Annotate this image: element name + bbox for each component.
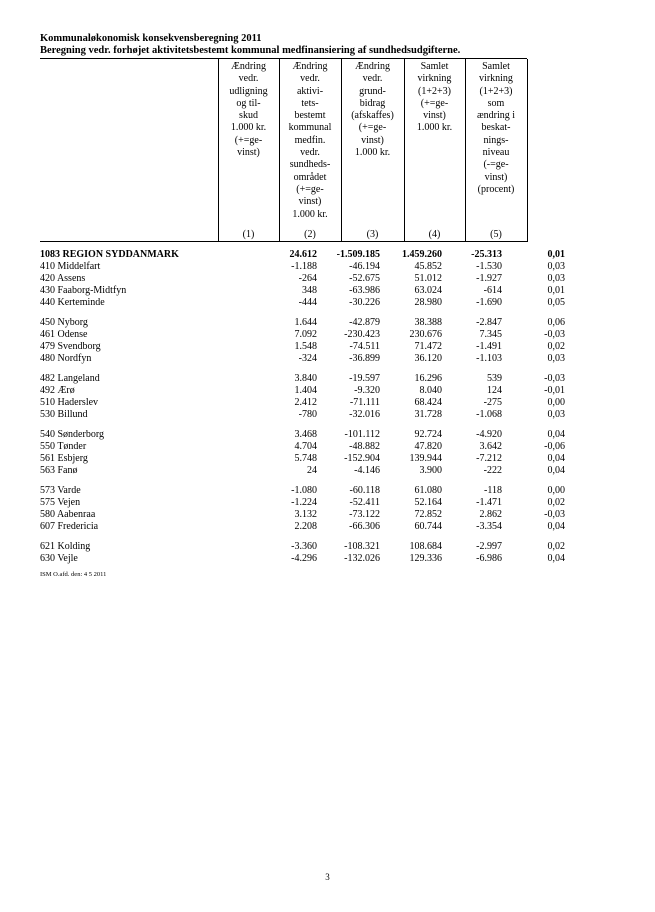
value-cell-4: -1.927: [476, 273, 502, 284]
column-number-3: (3): [366, 229, 379, 240]
column-header-line: niveau: [482, 147, 510, 159]
column-header-line: (afskaffes): [351, 110, 394, 122]
municipality-name: 510 Haderslev: [40, 397, 99, 408]
value-cell-2: -32.016: [349, 409, 380, 420]
value-cell-5: 0,04: [547, 465, 565, 476]
value-cell-3: 38.388: [414, 317, 442, 328]
table-row: [40, 317, 565, 329]
value-cell-1: -4.296: [291, 553, 317, 564]
table-row: [40, 441, 565, 453]
value-cell-5: 0,04: [547, 453, 565, 464]
column-header-line: Samlet: [420, 61, 449, 72]
value-cell-1: -1.224: [291, 497, 317, 508]
column-header-line: Ændring: [231, 61, 266, 72]
value-cell-3: 45.852: [414, 261, 442, 272]
group-spacer: [40, 477, 565, 485]
value-cell-2: -74.511: [349, 341, 380, 352]
value-cell-4: -1.471: [476, 497, 502, 508]
column-header-line: vinst): [298, 196, 322, 208]
column-header-line: (+=ge-: [358, 122, 387, 134]
column-header-line: udligning: [229, 85, 268, 97]
value-cell-2: -1.509.185: [336, 249, 380, 260]
municipality-name: 530 Billund: [40, 409, 88, 420]
value-cell-4: -222: [483, 465, 502, 476]
table-row: [40, 273, 565, 285]
column-header-line: vedr.: [300, 147, 320, 159]
value-cell-1: 24: [307, 465, 317, 476]
value-cell-3: 8.040: [419, 385, 442, 396]
table-row: [40, 453, 565, 465]
column-header-line: bidrag: [359, 97, 386, 109]
table-row: [40, 329, 565, 341]
value-cell-3: 1.459.260: [402, 249, 442, 260]
column-divider: [527, 59, 528, 242]
value-cell-4: -1.530: [476, 261, 502, 272]
value-cell-1: 2.412: [294, 397, 317, 408]
value-cell-2: -52.411: [349, 497, 380, 508]
column-header-line: virkning: [479, 73, 513, 85]
value-cell-1: -780: [298, 409, 317, 420]
value-cell-5: -0,06: [544, 441, 565, 452]
value-cell-4: 124: [487, 385, 502, 396]
value-cell-3: 72.852: [414, 509, 442, 520]
value-cell-4: 7.345: [479, 329, 502, 340]
value-cell-1: -1.080: [291, 485, 317, 496]
column-header-line: vinst): [484, 171, 508, 183]
municipality-name: 440 Kerteminde: [40, 297, 105, 308]
group-spacer: [40, 309, 565, 317]
table-row: [40, 521, 565, 533]
value-cell-2: -42.879: [349, 317, 380, 328]
municipality-name: 575 Vejen: [40, 497, 81, 508]
column-header-line: vinst): [423, 110, 446, 122]
column-header-3: [341, 61, 404, 159]
value-cell-3: 68.424: [414, 397, 442, 408]
column-header-line: kommunal: [288, 122, 332, 134]
value-cell-2: -4.146: [354, 465, 380, 476]
value-cell-1: -3.360: [291, 541, 317, 552]
column-header-line: (1+2+3): [418, 85, 451, 97]
value-cell-4: -25.313: [471, 249, 502, 260]
table-row: [40, 353, 565, 365]
value-cell-5: 0,00: [547, 485, 565, 496]
value-cell-5: 0,03: [547, 273, 565, 284]
value-cell-2: -101.112: [344, 429, 380, 440]
value-cell-5: 0,06: [547, 317, 565, 328]
column-header-line: (-=ge-: [483, 159, 509, 171]
municipality-name: 410 Middelfart: [40, 261, 101, 272]
value-cell-4: -1.068: [476, 409, 502, 420]
column-header-line: (1+2+3): [479, 85, 513, 97]
municipality-name: 461 Odense: [40, 329, 88, 340]
value-cell-5: 0,01: [547, 285, 565, 296]
value-cell-1: 1.548: [294, 341, 317, 352]
table-row: [40, 497, 565, 509]
municipality-name: 607 Fredericia: [40, 521, 99, 532]
column-header-line: sundheds-: [289, 159, 331, 171]
column-header-line: medfin.: [294, 134, 326, 146]
value-cell-2: -71.111: [349, 397, 380, 408]
column-number-2: (2): [304, 229, 316, 240]
value-cell-1: -264: [298, 273, 317, 284]
page-number: 3: [325, 872, 330, 882]
value-cell-5: 0,03: [547, 353, 565, 364]
value-cell-2: -52.675: [349, 273, 380, 284]
value-cell-2: -19.597: [349, 373, 380, 384]
value-cell-3: 230.676: [409, 329, 442, 340]
municipality-name: 482 Langeland: [40, 373, 100, 384]
value-cell-4: -2.847: [476, 317, 502, 328]
table-row: [40, 385, 565, 397]
data-table: [40, 249, 565, 565]
table-row: [40, 285, 565, 297]
value-cell-2: -36.899: [349, 353, 380, 364]
value-cell-5: 0,02: [547, 341, 565, 352]
document-subtitle: Beregning vedr. forhøjet aktivitetsbestemt kommunal medfinansiering af sundhedsudgifterne.: [40, 45, 461, 56]
header-bottom-rule: [40, 241, 527, 242]
column-header-line: Ændring: [292, 61, 328, 72]
value-cell-2: -63.986: [349, 285, 380, 296]
value-cell-2: -230.423: [344, 329, 380, 340]
municipality-name: 621 Kolding: [40, 541, 91, 552]
column-header-line: vedr.: [362, 73, 383, 85]
column-header-line: aktivi-: [296, 85, 324, 97]
footnote: ISM O.afd. den: 4 5 2011: [40, 571, 107, 578]
value-cell-5: 0,03: [547, 409, 565, 420]
column-number-5: (5): [490, 229, 502, 240]
value-cell-4: 3.642: [479, 441, 502, 452]
table-row: [40, 409, 565, 421]
municipality-name: 540 Sønderborg: [40, 429, 104, 440]
value-cell-4: -3.354: [476, 521, 502, 532]
value-cell-1: 5.748: [294, 453, 317, 464]
column-header-line: virkning: [417, 73, 452, 85]
table-row: [40, 429, 565, 441]
column-header-line: grund-: [359, 85, 386, 97]
column-header-line: 1.000 kr.: [292, 208, 328, 220]
column-header-2: [279, 61, 341, 221]
column-header-line: (+=ge-: [296, 183, 324, 195]
value-cell-5: -0,03: [544, 329, 565, 340]
column-header-line: ændring i: [476, 110, 516, 122]
value-cell-4: -118: [484, 485, 502, 496]
value-cell-5: 0,03: [547, 261, 565, 272]
value-cell-1: -1.188: [291, 261, 317, 272]
table-row: [40, 261, 565, 273]
municipality-name: 420 Assens: [40, 273, 86, 284]
value-cell-1: -444: [298, 297, 317, 308]
value-cell-4: -614: [483, 285, 502, 296]
value-cell-2: -9.320: [354, 385, 380, 396]
value-cell-5: 0,02: [547, 497, 565, 508]
column-header-line: beskat-: [481, 122, 511, 134]
column-header-1: [218, 61, 279, 159]
header-top-rule: [40, 58, 527, 59]
column-header-5: [465, 61, 527, 196]
value-cell-3: 71.472: [414, 341, 442, 352]
value-cell-1: 2.208: [294, 521, 317, 532]
region-total-row: [40, 249, 565, 261]
municipality-name: 573 Varde: [40, 485, 81, 496]
value-cell-4: -275: [483, 397, 502, 408]
value-cell-3: 139.944: [409, 453, 442, 464]
municipality-name: 561 Esbjerg: [40, 453, 88, 464]
value-cell-5: 0,04: [547, 521, 565, 532]
column-header-line: vinst): [237, 147, 260, 159]
value-cell-3: 61.080: [414, 485, 442, 496]
table-row: [40, 297, 565, 309]
column-header-line: nings-: [483, 134, 509, 146]
column-number-1: (1): [242, 229, 255, 240]
column-header-line: som: [487, 97, 505, 109]
column-header-line: skud: [239, 110, 258, 122]
table-row: [40, 373, 565, 385]
value-cell-1: 4.704: [294, 441, 317, 452]
value-cell-4: -4.920: [476, 429, 502, 440]
municipality-name: 1083 REGION SYDDANMARK: [40, 249, 179, 260]
value-cell-1: -324: [298, 353, 317, 364]
value-cell-4: -2.997: [476, 541, 502, 552]
value-cell-3: 52.164: [414, 497, 442, 508]
table-row: [40, 541, 565, 553]
table-row: [40, 397, 565, 409]
value-cell-3: 63.024: [414, 285, 442, 296]
value-cell-3: 129.336: [409, 553, 442, 564]
value-cell-3: 31.728: [414, 409, 442, 420]
value-cell-4: -1.690: [476, 297, 502, 308]
value-cell-4: -7.212: [476, 453, 502, 464]
value-cell-2: -152.904: [344, 453, 380, 464]
value-cell-3: 47.820: [414, 441, 442, 452]
group-spacer: [40, 365, 565, 373]
column-number-4: (4): [428, 229, 441, 240]
value-cell-4: -1.491: [476, 341, 502, 352]
value-cell-5: 0,04: [547, 553, 565, 564]
municipality-name: 550 Tønder: [40, 441, 87, 452]
column-header-line: tets-: [301, 97, 319, 109]
value-cell-1: 3.468: [294, 429, 317, 440]
value-cell-1: 7.092: [294, 329, 317, 340]
value-cell-2: -108.321: [344, 541, 380, 552]
value-cell-1: 1.404: [294, 385, 317, 396]
value-cell-3: 60.744: [414, 521, 442, 532]
value-cell-2: -48.882: [349, 441, 380, 452]
value-cell-3: 16.296: [414, 373, 442, 384]
column-header-line: området: [293, 171, 327, 183]
table-row: [40, 485, 565, 497]
value-cell-2: -60.118: [349, 485, 380, 496]
value-cell-5: 0,01: [547, 249, 565, 260]
municipality-name: 450 Nyborg: [40, 317, 88, 328]
municipality-name: 580 Aabenraa: [40, 509, 96, 520]
municipality-name: 480 Nordfyn: [40, 353, 92, 364]
value-cell-2: -46.194: [349, 261, 380, 272]
group-spacer: [40, 421, 565, 429]
municipality-name: 492 Ærø: [40, 385, 75, 396]
column-header-line: (procent): [477, 183, 515, 195]
value-cell-1: 3.840: [294, 373, 317, 384]
column-header-line: (+=ge-: [420, 97, 449, 109]
value-cell-5: 0,05: [547, 297, 565, 308]
column-header-line: Samlet: [482, 61, 510, 72]
column-header-line: 1.000 kr.: [230, 122, 267, 134]
value-cell-3: 92.724: [414, 429, 442, 440]
municipality-name: 479 Svendborg: [40, 341, 101, 352]
value-cell-4: -6.986: [476, 553, 502, 564]
value-cell-1: 24.612: [289, 249, 317, 260]
value-cell-2: -30.226: [349, 297, 380, 308]
column-header-line: vedr.: [300, 73, 320, 85]
value-cell-3: 108.684: [409, 541, 442, 552]
value-cell-1: 3.132: [294, 509, 317, 520]
value-cell-4: -1.103: [476, 353, 502, 364]
value-cell-5: 0,04: [547, 429, 565, 440]
column-header-line: og til-: [236, 97, 261, 109]
value-cell-2: -66.306: [349, 521, 380, 532]
table-row: [40, 553, 565, 565]
value-cell-5: 0,00: [547, 397, 565, 408]
value-cell-1: 1.644: [294, 317, 317, 328]
column-header-line: (+=ge-: [234, 134, 263, 146]
column-header-line: 1.000 kr.: [416, 122, 453, 134]
value-cell-3: 3.900: [419, 465, 442, 476]
value-cell-3: 28.980: [414, 297, 442, 308]
column-header-line: Ændring: [355, 61, 390, 72]
table-row: [40, 465, 565, 477]
value-cell-5: -0,01: [544, 385, 565, 396]
value-cell-1: 348: [302, 285, 317, 296]
municipality-name: 430 Faaborg-Midtfyn: [40, 285, 127, 296]
column-header-line: vinst): [361, 134, 384, 146]
column-header-line: 1.000 kr.: [354, 147, 391, 159]
value-cell-3: 51.012: [414, 273, 442, 284]
column-header-4: [404, 61, 465, 135]
value-cell-3: 36.120: [414, 353, 442, 364]
value-cell-5: -0,03: [544, 373, 565, 384]
municipality-name: 630 Vejle: [40, 553, 78, 564]
municipality-name: 563 Fanø: [40, 465, 78, 476]
column-header-line: bestemt: [294, 110, 326, 122]
table-row: [40, 509, 565, 521]
value-cell-4: 2.862: [479, 509, 502, 520]
value-cell-2: -132.026: [344, 553, 380, 564]
group-spacer: [40, 533, 565, 541]
value-cell-4: 539: [487, 373, 502, 384]
table-row: [40, 341, 565, 353]
value-cell-5: 0,02: [547, 541, 565, 552]
column-header-line: vedr.: [238, 73, 259, 85]
document-title: Kommunaløkonomisk konsekvensberegning 2011: [40, 33, 262, 44]
value-cell-5: -0,03: [544, 509, 565, 520]
value-cell-2: -73.122: [349, 509, 380, 520]
